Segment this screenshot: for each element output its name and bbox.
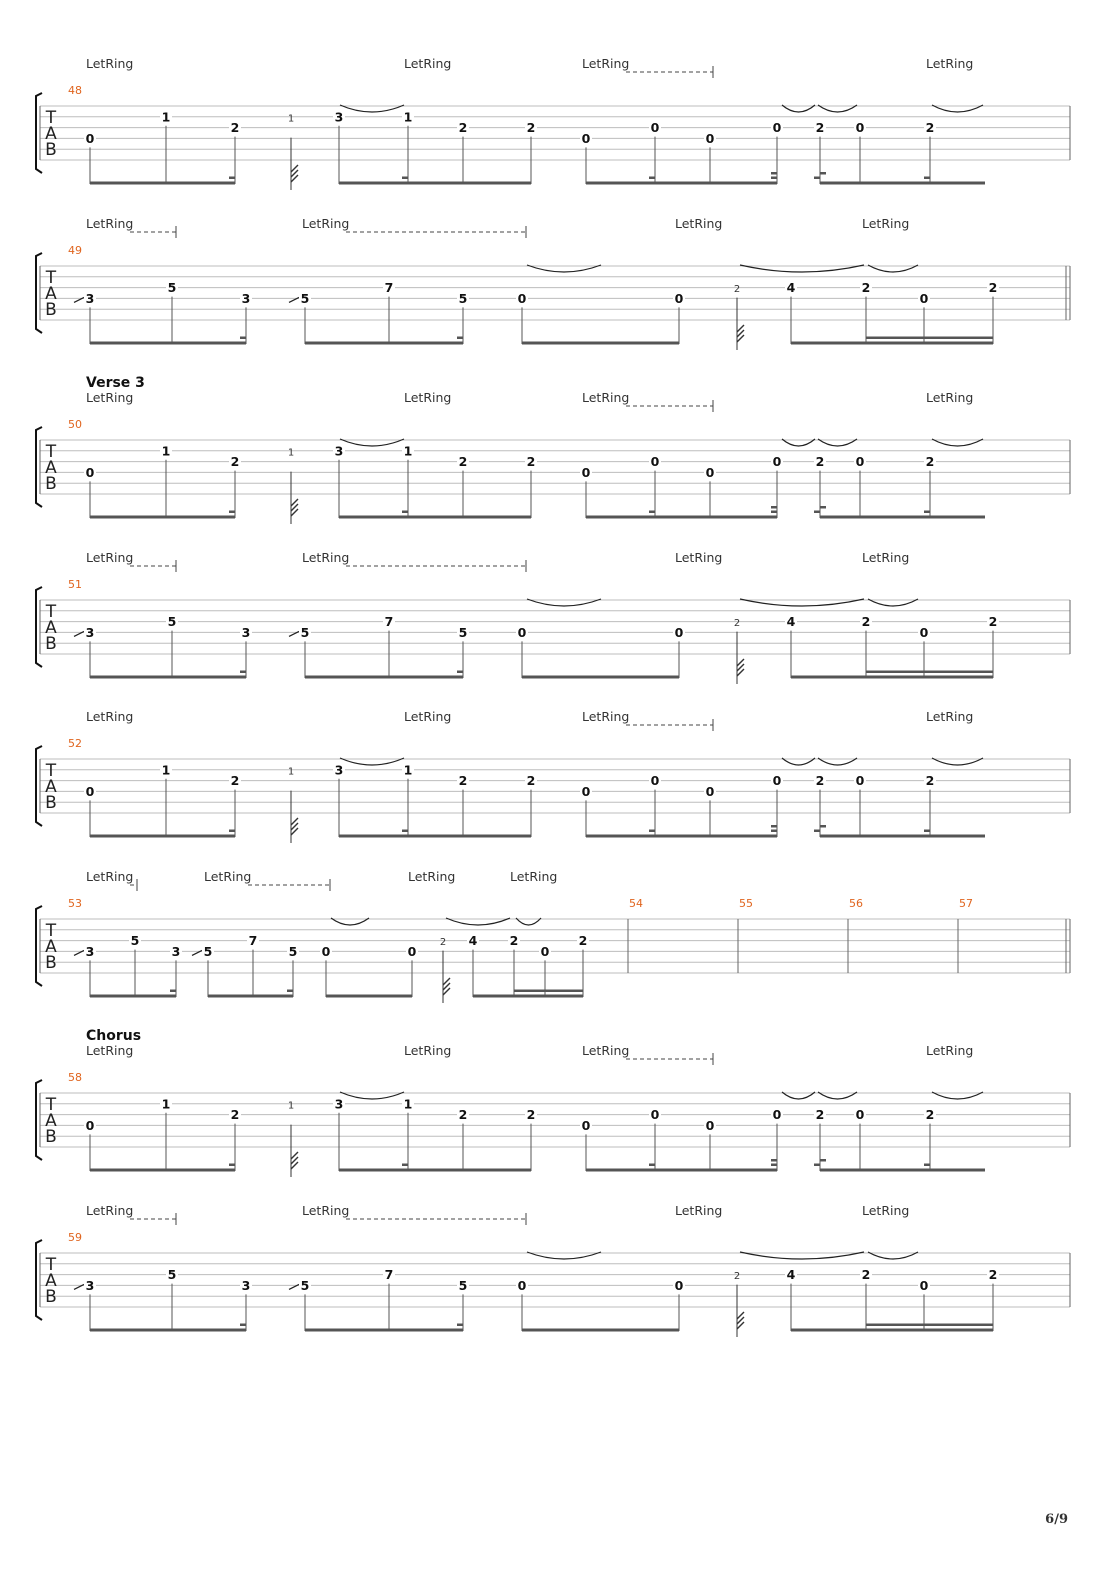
tab-clef [45,1255,57,1307]
tab-system [36,56,1070,190]
tab-clef-letter: A [45,937,57,957]
beam-partial [240,337,246,340]
measure-number: 55 [739,897,753,910]
beam-partial [820,506,826,509]
fret-number: 0 [581,783,591,799]
beam [339,1169,531,1172]
beam-secondary [866,337,993,340]
beam-partial [771,177,777,180]
beam-partial [820,172,826,175]
let-ring-label: LetRing [675,550,723,565]
section-title: Chorus [86,1028,142,1044]
fret-number: 7 [384,280,394,296]
tab-clef-letter: A [45,777,57,797]
beam [522,676,679,679]
fret-number: 0 [772,120,782,136]
fret-number: 0 [85,1117,95,1133]
beam-partial [402,830,408,833]
grace-note: 1 [287,766,295,778]
beam-partial [771,1159,777,1162]
fret-number: 0 [321,943,331,959]
fret-number: 2 [526,454,536,470]
system-bracket [36,93,42,173]
fret-number: 2 [230,1107,240,1123]
tab-clef-letter: A [45,618,57,638]
fret-number: 3 [334,762,344,778]
fret-number: 3 [334,443,344,459]
fret-number: 0 [85,130,95,146]
let-ring-label: LetRing [926,1043,974,1058]
fret-number: 2 [458,773,468,789]
fret-number: 2 [988,280,998,296]
let-ring-label: LetRing [204,869,252,884]
let-ring-label: LetRing [408,869,456,884]
beam-partial [240,671,246,674]
beam [586,1169,777,1172]
tab-clef-letter: A [45,124,57,144]
beam [208,995,293,998]
beam-partial [771,825,777,828]
fret-number: 2 [230,454,240,470]
let-ring-label: LetRing [926,56,974,71]
system-bracket [36,746,42,826]
beam-secondary [514,990,583,993]
system-bracket [36,1240,42,1320]
let-ring-label: LetRing [675,1203,723,1218]
system-bracket [36,1080,42,1160]
fret-number: 1 [161,762,171,778]
fret-number: 2 [925,1107,935,1123]
beam-partial [402,1164,408,1167]
system-bracket [36,427,42,507]
beam-partial [771,830,777,833]
fret-number: 0 [855,120,865,136]
fret-number: 5 [300,1277,310,1293]
fret-number: 5 [167,614,177,630]
tab-clef [45,602,57,654]
beam [820,516,985,519]
let-ring-label: LetRing [86,56,134,71]
tab-clef [45,1095,57,1147]
tab-clef-letter: B [45,1127,57,1147]
tab-clef [45,442,57,494]
fret-number: 2 [815,1107,825,1123]
beam-partial [457,1324,463,1327]
beam-partial [229,1164,235,1167]
fret-number: 2 [458,454,468,470]
fret-number: 2 [861,280,871,296]
tab-clef-letter: T [45,921,57,941]
tab-clef-letter: B [45,300,57,320]
fret-number: 1 [161,1096,171,1112]
fret-number: 5 [458,290,468,306]
fret-number: 2 [925,454,935,470]
fret-number: 0 [705,1117,715,1133]
beam [339,182,531,185]
beam [305,1329,463,1332]
fret-number: 0 [705,130,715,146]
tab-system [36,1028,1070,1177]
tab-clef [45,268,57,320]
fret-number: 5 [167,280,177,296]
beam-partial [649,177,655,180]
fret-number: 1 [403,1096,413,1112]
beam [586,182,777,185]
fret-number: 0 [517,1277,527,1293]
grace-note: 1 [287,447,295,459]
fret-number: 3 [334,1096,344,1112]
let-ring-label: LetRing [404,709,452,724]
fret-number: 2 [578,933,588,949]
fret-number: 2 [230,120,240,136]
tab-clef-letter: T [45,442,57,462]
let-ring-label: LetRing [302,1203,350,1218]
fret-number: 2 [230,773,240,789]
measure-number: 58 [68,1071,82,1084]
fret-number: 5 [203,943,213,959]
grace-note: 2 [733,618,741,630]
let-ring-label: LetRing [862,216,910,231]
fret-number: 4 [786,280,796,296]
tab-clef-letter: B [45,953,57,973]
fret-number: 7 [384,614,394,630]
beam-partial [820,825,826,828]
fret-number: 2 [458,120,468,136]
fret-number: 0 [517,290,527,306]
fret-number: 0 [650,454,660,470]
fret-number: 2 [526,773,536,789]
beam-partial [771,506,777,509]
fret-number: 0 [674,624,684,640]
section-title: Verse 3 [86,375,145,391]
fret-number: 5 [300,624,310,640]
tab-system [36,550,1070,684]
let-ring-label: LetRing [582,709,630,724]
fret-number: 0 [85,783,95,799]
let-ring-label: LetRing [86,550,134,565]
fret-number: 5 [458,1277,468,1293]
beam [326,995,412,998]
tab-system [36,1203,1070,1337]
let-ring-label: LetRing [86,869,134,884]
fret-number: 2 [509,933,519,949]
beam-partial [402,511,408,514]
beam [90,182,235,185]
tab-system [36,709,1070,843]
fret-number: 2 [815,773,825,789]
fret-number: 2 [988,614,998,630]
let-ring-label: LetRing [926,709,974,724]
beam [522,1329,679,1332]
fret-number: 7 [248,933,258,949]
beam [522,342,679,345]
measure-number: 52 [68,737,82,750]
beam [305,342,463,345]
fret-number: 0 [919,290,929,306]
beam-partial [820,1159,826,1162]
fret-number: 1 [403,443,413,459]
beam [90,1329,246,1332]
tab-clef-letter: T [45,108,57,128]
let-ring-label: LetRing [86,216,134,231]
beam [791,676,993,679]
beam-partial [649,511,655,514]
tab-clef-letter: T [45,268,57,288]
tab-clef [45,921,57,973]
measure-number: 53 [68,897,82,910]
fret-number: 2 [861,1267,871,1283]
fret-number: 0 [650,773,660,789]
beam-partial [229,830,235,833]
fret-number: 2 [988,1267,998,1283]
fret-number: 0 [705,783,715,799]
tab-clef-letter: B [45,793,57,813]
beam [586,835,777,838]
grace-note: 2 [439,937,447,949]
beam [791,1329,993,1332]
fret-number: 0 [855,773,865,789]
system-bracket [36,253,42,333]
tab-clef-letter: T [45,761,57,781]
tab-clef-letter: A [45,1271,57,1291]
fret-number: 0 [855,1107,865,1123]
fret-number: 0 [674,290,684,306]
fret-number: 0 [650,1107,660,1123]
tab-clef-letter: T [45,1255,57,1275]
beam-partial [771,172,777,175]
system-bracket [36,906,42,986]
beam [820,182,985,185]
tab-clef [45,108,57,160]
fret-number: 3 [85,1277,95,1293]
beam-partial [229,511,235,514]
fret-number: 0 [517,624,527,640]
beam-partial [771,1164,777,1167]
fret-number: 0 [919,1277,929,1293]
let-ring-label: LetRing [862,550,910,565]
beam-partial [402,177,408,180]
tab-systems [36,56,1070,1337]
beam-partial [170,990,176,993]
beam [90,676,246,679]
measure-number: 59 [68,1231,82,1244]
beam-partial [814,511,820,514]
tab-clef-letter: A [45,458,57,478]
fret-number: 0 [855,454,865,470]
let-ring-label: LetRing [582,56,630,71]
let-ring-label: LetRing [926,390,974,405]
fret-number: 2 [526,120,536,136]
fret-number: 5 [300,290,310,306]
beam-partial [240,1324,246,1327]
tab-clef-letter: B [45,474,57,494]
let-ring-label: LetRing [510,869,558,884]
fret-number: 3 [241,290,251,306]
fret-number: 1 [403,762,413,778]
grace-note: 2 [733,1271,741,1283]
fret-number: 2 [861,614,871,630]
beam-partial [924,830,930,833]
fret-number: 4 [786,1267,796,1283]
let-ring-label: LetRing [404,56,452,71]
fret-number: 5 [130,933,140,949]
grace-note: 2 [733,284,741,296]
fret-number: 2 [925,773,935,789]
fret-number: 3 [334,109,344,125]
let-ring-label: LetRing [302,216,350,231]
beam [473,995,583,998]
beam [90,516,235,519]
fret-number: 4 [786,614,796,630]
measure-number: 56 [849,897,863,910]
fret-number: 0 [407,943,417,959]
fret-number: 1 [161,109,171,125]
beam-partial [229,177,235,180]
system-bracket [36,587,42,667]
beam [586,516,777,519]
grace-note: 1 [287,1100,295,1112]
beam [791,342,993,345]
beam-partial [924,177,930,180]
grace-note: 1 [287,113,295,125]
beam [90,835,235,838]
fret-number: 0 [540,943,550,959]
page-number: 6/9 [1045,1512,1068,1527]
measure-number: 49 [68,244,82,257]
fret-number: 0 [581,130,591,146]
fret-number: 2 [526,1107,536,1123]
beam-secondary [866,1324,993,1327]
measure-number: 54 [629,897,643,910]
fret-number: 0 [650,120,660,136]
beam-partial [814,1164,820,1167]
beam [90,1169,235,1172]
beam-partial [924,511,930,514]
let-ring-label: LetRing [86,390,134,405]
measure-number: 51 [68,578,82,591]
let-ring-label: LetRing [86,1043,134,1058]
fret-number: 0 [772,1107,782,1123]
fret-number: 1 [161,443,171,459]
beam-partial [814,830,820,833]
fret-number: 5 [167,1267,177,1283]
measure-number: 48 [68,84,82,97]
fret-number: 0 [705,464,715,480]
tab-clef-letter: B [45,140,57,160]
fret-number: 2 [458,1107,468,1123]
beam [305,676,463,679]
fret-number: 5 [458,624,468,640]
tab-clef-letter: A [45,284,57,304]
tab-system [36,375,1070,524]
fret-number: 3 [85,290,95,306]
let-ring-label: LetRing [582,390,630,405]
beam-secondary [866,671,993,674]
beam [339,835,531,838]
measure-number: 57 [959,897,973,910]
let-ring-label: LetRing [302,550,350,565]
beam [820,835,985,838]
let-ring-label: LetRing [675,216,723,231]
beam-partial [649,1164,655,1167]
fret-number: 2 [815,454,825,470]
beam [820,1169,985,1172]
beam [90,342,246,345]
beam-partial [287,990,293,993]
beam [339,516,531,519]
beam-partial [649,830,655,833]
fret-number: 0 [674,1277,684,1293]
fret-number: 0 [772,773,782,789]
let-ring-label: LetRing [404,1043,452,1058]
fret-number: 0 [581,1117,591,1133]
let-ring-label: LetRing [404,390,452,405]
fret-number: 1 [403,109,413,125]
tab-clef-letter: T [45,602,57,622]
tab-system [36,216,1070,350]
fret-number: 4 [468,933,478,949]
fret-number: 5 [288,943,298,959]
fret-number: 2 [815,120,825,136]
beam-partial [457,337,463,340]
measure-number: 50 [68,418,82,431]
beam-partial [457,671,463,674]
fret-number: 7 [384,1267,394,1283]
tab-clef-letter: T [45,1095,57,1115]
fret-number: 3 [171,943,181,959]
fret-number: 0 [919,624,929,640]
let-ring-label: LetRing [862,1203,910,1218]
beam-partial [814,177,820,180]
fret-number: 3 [241,624,251,640]
let-ring-label: LetRing [86,709,134,724]
tab-clef-letter: B [45,1287,57,1307]
let-ring-label: LetRing [582,1043,630,1058]
fret-number: 3 [85,943,95,959]
tab-clef [45,761,57,813]
beam-partial [924,1164,930,1167]
tab-system [36,869,1070,1003]
let-ring-label: LetRing [86,1203,134,1218]
fret-number: 0 [772,454,782,470]
fret-number: 2 [925,120,935,136]
fret-number: 3 [241,1277,251,1293]
tab-clef-letter: A [45,1111,57,1131]
beam-partial [771,511,777,514]
beam [90,995,176,998]
fret-number: 3 [85,624,95,640]
tab-clef-letter: B [45,634,57,654]
fret-number: 0 [581,464,591,480]
fret-number: 0 [85,464,95,480]
